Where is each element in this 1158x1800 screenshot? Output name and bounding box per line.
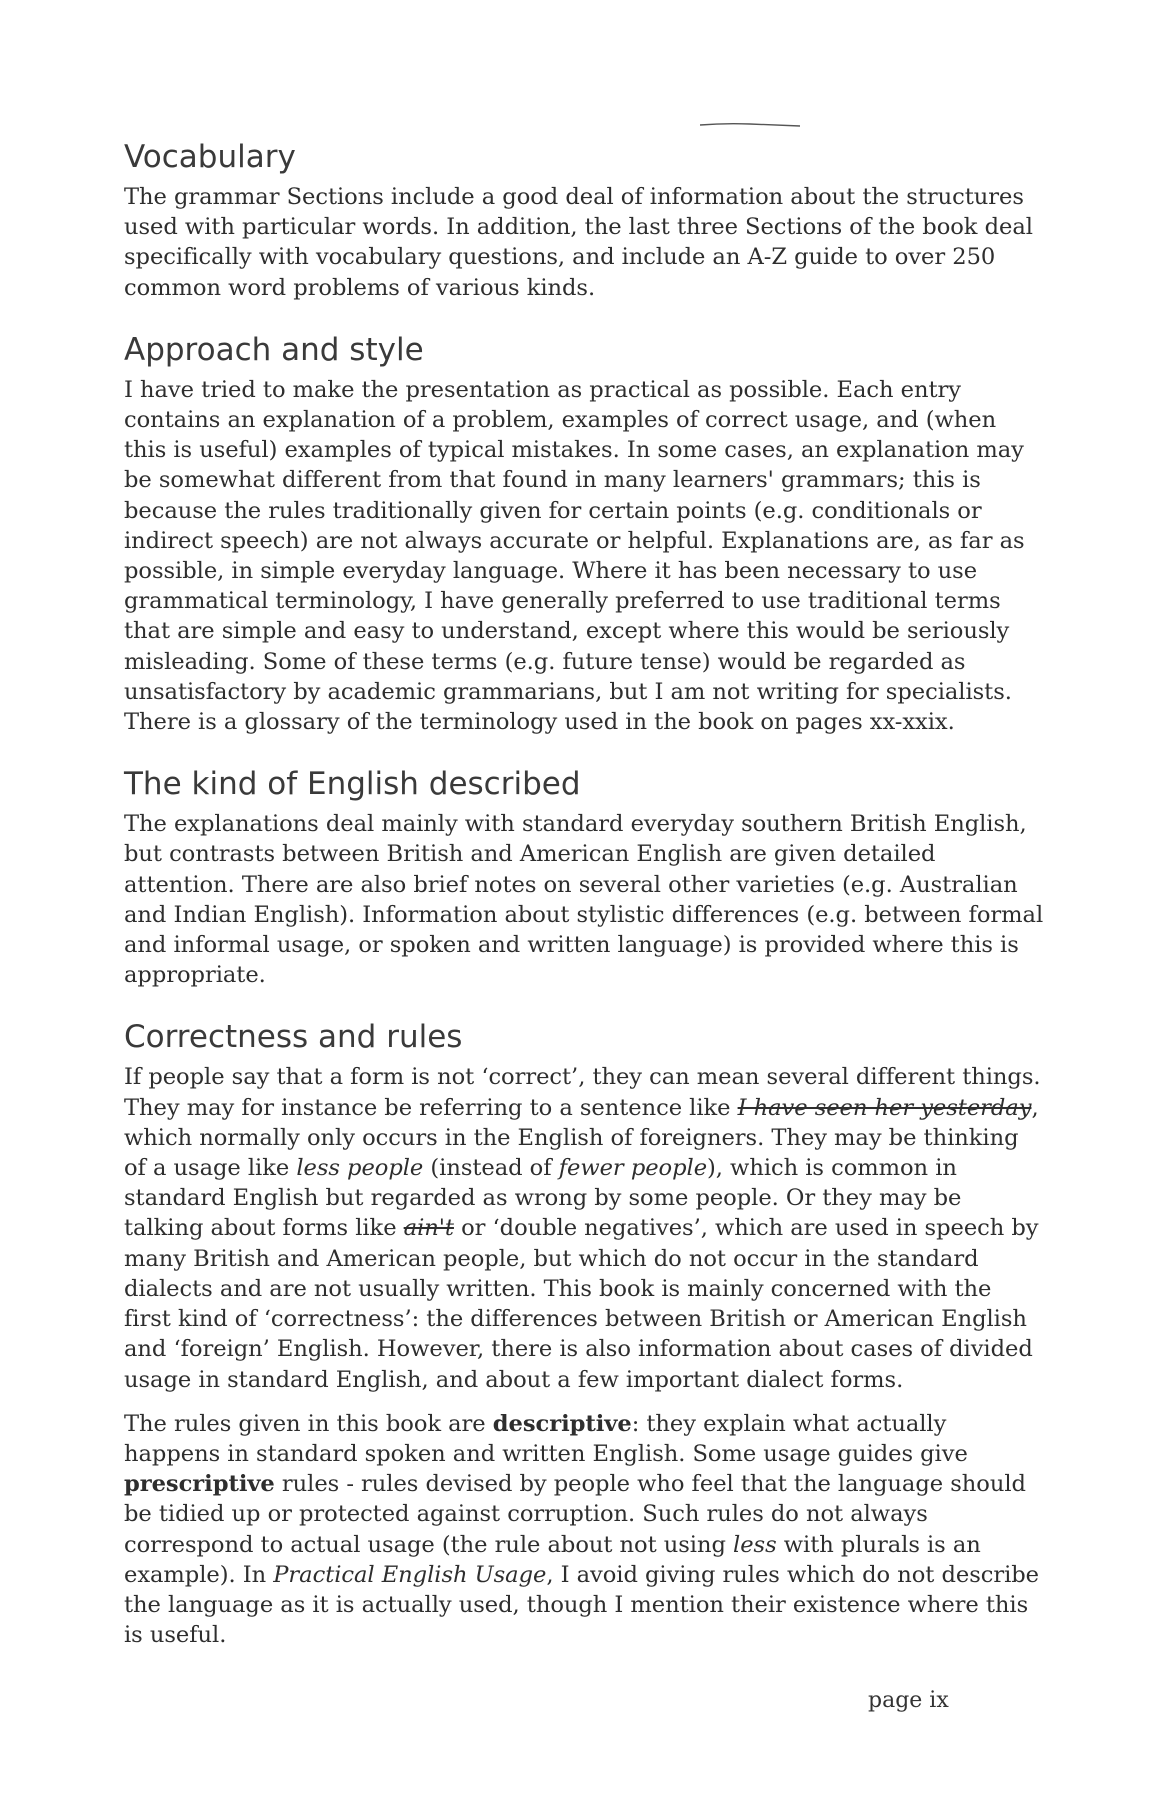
text-run: ), which is common in standard English but regarded as wrong by some people. Or they may be talking about forms like	[124, 1155, 962, 1242]
struck-example: ain't	[403, 1215, 454, 1242]
text-run: , I avoid giving rules which do not describe the language as it is actually used, though I mention their existence where this is useful.	[124, 1561, 1040, 1649]
text-run: If people say that a form is not ‘correct’, they can mean several different things. They may for instance be referring to a sentence like	[124, 1064, 1041, 1121]
text-run: (instead of	[423, 1155, 559, 1182]
text-run: rules - rules devised by people who feel that the language should be tidied up or protected against corruption. Such rules do not always correspond to actual usage (the rule about not using	[124, 1471, 1026, 1558]
struck-example: I have seen her yesterday	[737, 1094, 1032, 1121]
section-heading: Vocabulary	[124, 139, 296, 175]
text-run: : they explain what actually happens in standard spoken and written English. Some usage guides give	[124, 1410, 968, 1467]
italic-book-title: Practical English Usage	[273, 1561, 547, 1588]
bold-term: descriptive	[492, 1410, 632, 1437]
page-body	[124, 138, 1044, 1650]
italic-example: fewer people	[558, 1155, 708, 1182]
text-run: , which normally only occurs in the English of foreigners. They may be thinking of a usage like	[124, 1094, 1039, 1182]
section-paragraph	[124, 1062, 1044, 1394]
section-paragraph: The grammar Sections include a good deal of information about the structures used with particular words. In addition, the last three Sections of the book deal specifically with vocabulary questions, and include an A-Z guide to over 250 common word problems of various kinds.	[124, 184, 1033, 301]
section-heading: Approach and style	[124, 331, 424, 368]
italic-example: less people	[296, 1155, 424, 1182]
section-paragraph: I have tried to make the presentation as practical as possible. Each entry contains an explanation of a problem, examples of correct usage, and (when this is useful) examples of typical mistakes. In some cases, an explanation may be somewhat different from that found in many learners' grammars; this is because the rules traditionally given for certain points (e.g. conditionals or indirect speech) are not always accurate or helpful. Explanations are, as far as possible, in simple everyday language. Where it has been necessary to use grammatical terminology, I have generally preferred to use traditional terms that are simple and easy to understand, except where this would be seriously misleading. Some of these terms (e.g. future tense) would be regarded as unsatisfactory by academic grammarians, but I am not writing for specialists. There is a glossary of the terminology used in the book on pages xx-xxix.	[124, 376, 1025, 736]
italic-term: less	[733, 1531, 777, 1558]
section-heading: Correctness and rules	[124, 1019, 463, 1056]
text-run: with plurals is an example). In	[124, 1531, 981, 1588]
section-heading: The kind of English described	[124, 766, 581, 803]
section-correctness-and-rules	[124, 1018, 1044, 1650]
text-run: or ‘double negatives’, which are used in speech by many British and American people, but which do not occur in the standard dialects and are not usually written. This book is mainly concerned with the first kind of ‘correctness’: the differences between British or American English and ‘foreign’ English. However, there is also information about cases of divided usage in standard English, and about a few important dialect forms.	[124, 1215, 1039, 1393]
section-paragraph	[124, 1409, 1044, 1651]
section-approach-and-style	[124, 331, 1044, 737]
section-paragraph: The explanations deal mainly with standard everyday southern British English, but contrasts between British and American English are given detailed attention. There are also brief notes on several other varieties (e.g. Australian and Indian English). Information about stylistic differences (e.g. between formal and informal usage, or spoken and written language) is provided where this is appropriate.	[124, 811, 1044, 989]
text-run: The rules given in this book are	[124, 1410, 493, 1437]
page-number: page ix	[868, 1688, 949, 1713]
section-vocabulary	[124, 138, 1044, 303]
scan-mark	[700, 122, 800, 128]
bold-term: prescriptive	[124, 1471, 275, 1498]
section-kind-of-english	[124, 765, 1044, 990]
